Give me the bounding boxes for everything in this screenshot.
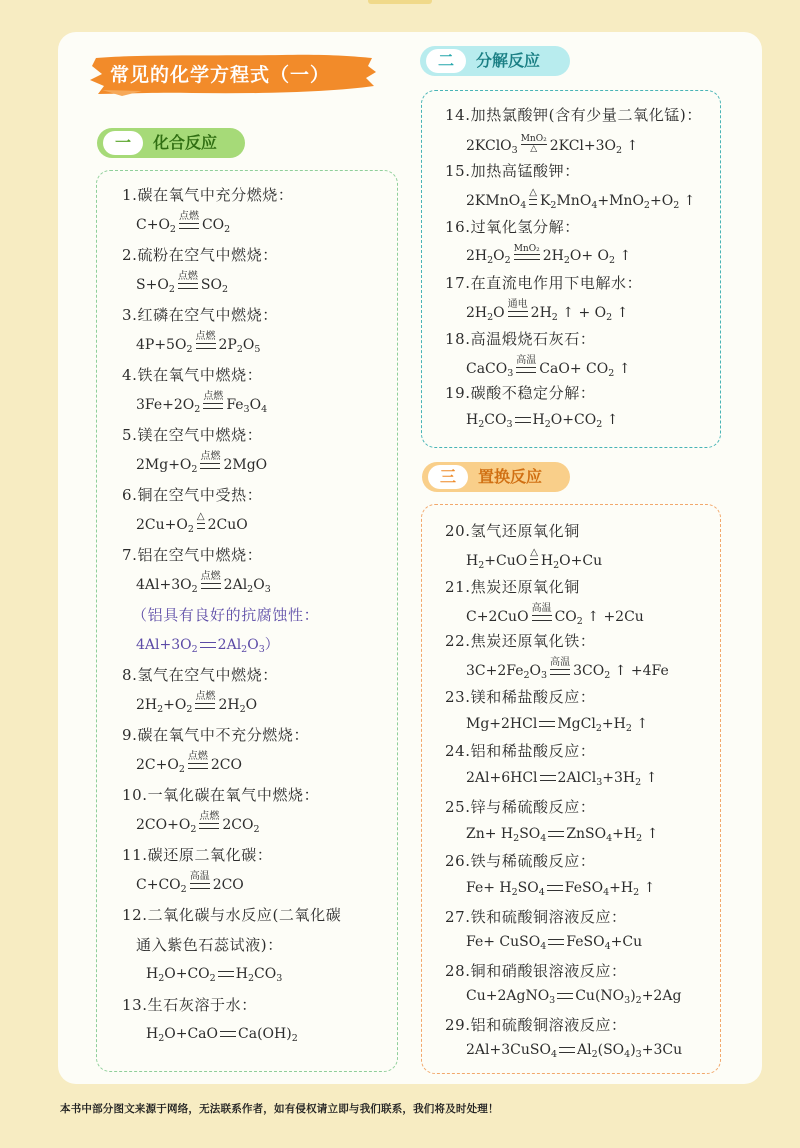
reaction-19-title: 19.碳酸不稳定分解： <box>445 384 596 402</box>
reaction-26-equation: $Fe+ H_2SO_4$ $FeSO_4+H_2$ ↑ <box>466 880 656 898</box>
reaction-12-title-cont: 通入紫色石蕊试液)： <box>136 936 283 954</box>
reaction-6-title: 6.铜在空气中受热： <box>122 486 263 504</box>
reaction-15-equation: 2KMnO$_4$ △ $K_2MnO_4+MnO_2+O_2$ ↑ <box>466 187 696 211</box>
section-title: 分解反应 <box>476 51 541 70</box>
reaction-5-title: 5.镁在空气中燃烧： <box>122 426 263 444</box>
reaction-11-title: 11.碳还原二氧化碳： <box>122 846 273 864</box>
section-title: 置换反应 <box>478 467 543 486</box>
reaction-21-equation: C+2CuO 高温 $CO_2$ ↑ +2Cu <box>466 603 644 627</box>
reaction-10-title: 10.一氧化碳在氧气中燃烧： <box>122 786 320 804</box>
reaction-13-title: 13.生石灰溶于水： <box>122 996 257 1014</box>
reaction-22-title: 22.焦炭还原氧化铁： <box>445 632 596 650</box>
reaction-1-title: 1.碳在氧气中充分燃烧： <box>122 186 294 204</box>
reaction-3-equation: $4P+5O_2$ 点燃 $2P_2O_5$ <box>136 331 261 355</box>
reaction-22-equation: $3C+2Fe_2O_3$ 高温 $3CO_2$ ↑ +4Fe <box>466 657 669 681</box>
reaction-17-equation: $2H_2O$ 通电 $2H_2$ ↑ + $O_2$ ↑ <box>466 299 629 323</box>
reaction-5-equation: $2Mg+O_2$ 点燃 2MgO <box>136 451 268 475</box>
copyright-footer: 本书中部分图文来源于网络，无法联系作者，如有侵权请立即与我们联系，我们将及时处理！ <box>60 1103 499 1115</box>
reaction-27-equation: Fe+ CuSO$_4$ FeSO$_4$+Cu <box>466 934 643 952</box>
reaction-25-title: 25.锌与稀硫酸反应： <box>445 798 596 816</box>
reaction-4-title: 4.铁在氧气中燃烧： <box>122 366 263 384</box>
section-number: 一 <box>103 131 143 155</box>
reaction-24-title: 24.铝和稀盐酸反应： <box>445 742 596 760</box>
reaction-8-title: 8.氢气在空气中燃烧： <box>122 666 278 684</box>
reaction-27-title: 27.铁和硫酸铜溶液反应： <box>445 908 627 926</box>
reaction-29-title: 29.铝和硫酸铜溶液反应： <box>445 1016 627 1034</box>
reaction-26-title: 26.铁与稀硫酸反应： <box>445 852 596 870</box>
reaction-13-equation: $H_2O+CaO$ $Ca(OH)_2$ <box>146 1026 298 1044</box>
page-title: 常见的化学方程式（一） <box>110 64 331 86</box>
reaction-15-title: 15.加热高锰酸钾： <box>445 162 580 180</box>
reaction-6-equation: $2Cu+O_2$ △ 2CuO <box>136 511 248 535</box>
reaction-20-equation: $H_2+CuO$ △ $H_2O+Cu$ <box>466 547 603 571</box>
reaction-1-equation: $C+O_2$ 点燃 $CO_2$ <box>136 211 231 235</box>
reaction-9-equation: $2C+O_2$ 点燃 2CO <box>136 751 242 775</box>
reaction-12-title: 12.二氧化碳与水反应(二氧化碳 <box>122 906 342 924</box>
section-pill-decomposition <box>420 46 570 76</box>
reaction-28-title: 28.铜和硝酸银溶液反应： <box>445 962 627 980</box>
reaction-21-title: 21.焦炭还原氧化铜 <box>445 578 580 596</box>
reaction-8-equation: $2H_2+O_2$ 点燃 $2H_2O$ <box>136 691 258 715</box>
section-pill-displacement <box>422 462 570 492</box>
reaction-16-title: 16.过氧化氢分解： <box>445 218 580 236</box>
section-title: 化合反应 <box>153 133 218 152</box>
reaction-14-title: 14.加热氯酸钾(含有少量二氧化锰)： <box>445 106 702 124</box>
reaction-14-equation: 2KClO$_3$ MnO₂ △ $2KCl+3O_2$ ↑ <box>466 134 639 156</box>
reaction-7-note: （铝具有良好的抗腐蚀性： <box>132 606 320 624</box>
reaction-3-title: 3.红磷在空气中燃烧： <box>122 306 278 324</box>
reaction-11-equation: $C+CO_2$ 高温 2CO <box>136 871 244 895</box>
reaction-29-equation: 2Al+3CuSO$_4$ $Al_2(SO_4)_3+3Cu$ <box>466 1042 683 1060</box>
reaction-18-title: 18.高温煅烧石灰石： <box>445 330 596 348</box>
reaction-7-equation: $4Al+3O_2$ 点燃 $2Al_2O_3$ <box>136 571 271 595</box>
title-banner <box>82 50 378 100</box>
section-number: 三 <box>428 465 468 489</box>
reaction-16-equation: $2H_2O_2$ MnO₂ $2H_2O+ O_2$ ↑ <box>466 244 632 266</box>
section-number: 二 <box>426 49 466 73</box>
reaction-24-equation: 2Al+6HCl $2AlCl_3+3H_2$ ↑ <box>466 770 658 788</box>
reaction-2-title: 2.硫粉在空气中燃烧： <box>122 246 278 264</box>
reaction-7-note-equation: $4Al+3O_2$ $2Al_2O_3$） <box>136 637 279 655</box>
reaction-23-title: 23.镁和稀盐酸反应： <box>445 688 596 706</box>
reaction-4-equation: $3Fe+2O_2$ 点燃 $Fe_3O_4$ <box>136 391 268 415</box>
reaction-10-equation: $2CO+O_2$ 点燃 $2CO_2$ <box>136 811 260 835</box>
reaction-20-title: 20.氢气还原氧化铜 <box>445 522 580 540</box>
reaction-23-equation: Mg+2HCl $MgCl_2+H_2$ ↑ <box>466 716 649 734</box>
section-pill-combination <box>97 128 245 158</box>
reaction-17-title: 17.在直流电作用下电解水： <box>445 274 643 292</box>
reaction-19-equation: $H_2CO_3$ $H_2O+CO_2$ ↑ <box>466 412 619 430</box>
reaction-2-equation: $S+O_2$ 点燃 $SO_2$ <box>136 271 228 295</box>
reaction-9-title: 9.碳在氧气中不充分燃烧： <box>122 726 310 744</box>
reaction-25-equation: $Zn+ H_2SO_4$ $ZnSO_4+H_2$ ↑ <box>466 826 659 844</box>
reaction-7-title: 7.铝在空气中燃烧： <box>122 546 263 564</box>
reaction-28-equation: Cu+2AgNO$_3$ $Cu(NO_3)_2+2Ag$ <box>466 988 682 1006</box>
reaction-12-equation: $H_2O+CO_2$ $H_2CO_3$ <box>146 966 283 984</box>
top-tab-decoration <box>368 0 432 4</box>
reaction-18-equation: CaCO$_3$ 高温 $CaO+ CO_2$ ↑ <box>466 355 631 379</box>
